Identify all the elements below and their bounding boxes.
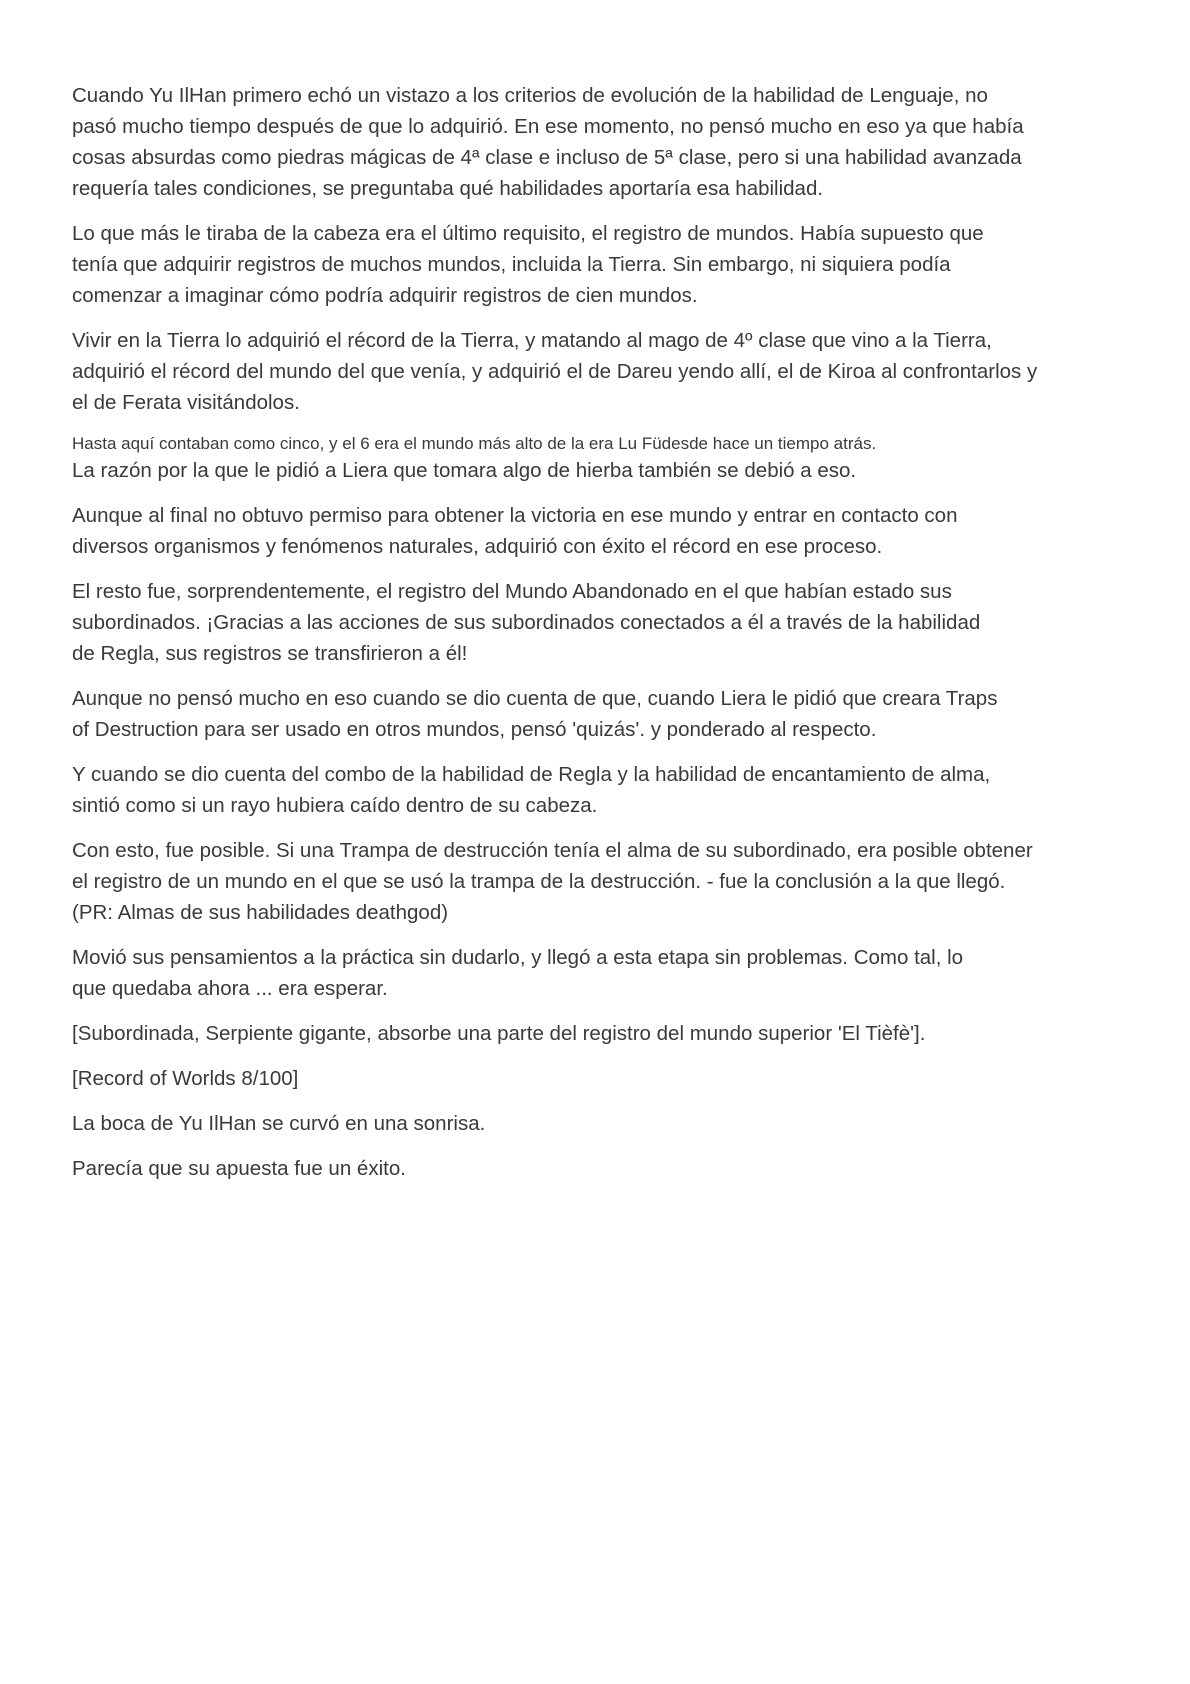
text-line: Vivir en la Tierra lo adquirió el récord de la Tierra, y matando al mago de 4º clase que vino a la Tierra,	[72, 329, 992, 352]
small-text-line: Hasta aquí contaban como cinco, y el 6 era el mundo más alto de la era Lu Füdesde hace un tiempo atrás.	[72, 434, 877, 453]
text-line: subordinados. ¡Gracias a las acciones de sus subordinados conectados a él a través de la habilidad	[72, 611, 981, 634]
text-line: el de Ferata visitándolos.	[72, 391, 300, 414]
text-line: comenzar a imaginar cómo podría adquirir registros de cien mundos.	[72, 284, 698, 307]
paragraph-11	[72, 1018, 1122, 1049]
document-page	[72, 80, 1122, 1198]
paragraph-1	[72, 80, 1122, 204]
text-line: sintió como si un rayo hubiera caído dentro de su cabeza.	[72, 794, 598, 817]
paragraph-9	[72, 835, 1122, 928]
text-line: tenía que adquirir registros de muchos mundos, incluida la Tierra. Sin embargo, ni siquiera podía	[72, 253, 951, 276]
text-line: of Destruction para ser usado en otros mundos, pensó 'quizás'. y ponderado al respecto.	[72, 718, 877, 741]
paragraph-4	[72, 432, 1122, 486]
paragraph-10	[72, 942, 1122, 1004]
text-line: La boca de Yu IlHan se curvó en una sonrisa.	[72, 1112, 486, 1135]
text-line: cosas absurdas como piedras mágicas de 4ª clase e incluso de 5ª clase, pero si una habilidad avanzada	[72, 146, 1022, 169]
text-line: Aunque al final no obtuvo permiso para obtener la victoria en ese mundo y entrar en contacto con	[72, 504, 958, 527]
system-message: [Record of Worlds 8/100]	[72, 1067, 299, 1090]
text-line: adquirió el récord del mundo del que venía, y adquirió el de Dareu yendo allí, el de Kiroa al confrontarlos y	[72, 360, 1038, 383]
text-line: Cuando Yu IlHan primero echó un vistazo a los criterios de evolución de la habilidad de Lenguaje, no	[72, 84, 988, 107]
text-line: pasó mucho tiempo después de que lo adquirió. En ese momento, no pensó mucho en eso ya que había	[72, 115, 1024, 138]
paragraph-2	[72, 218, 1122, 311]
text-line: Aunque no pensó mucho en eso cuando se dio cuenta de que, cuando Liera le pidió que creara Traps	[72, 687, 998, 710]
text-line: Con esto, fue posible. Si una Trampa de destrucción tenía el alma de su subordinado, era posible obtener	[72, 839, 1033, 862]
text-line: La razón por la que le pidió a Liera que tomara algo de hierba también se debió a eso.	[72, 459, 857, 482]
text-line: el registro de un mundo en el que se usó la trampa de la destrucción. - fue la conclusión a la que llegó.	[72, 870, 1006, 893]
text-line: Lo que más le tiraba de la cabeza era el último requisito, el registro de mundos. Había supuesto que	[72, 222, 984, 245]
paragraph-5	[72, 500, 1122, 562]
paragraph-3	[72, 325, 1122, 418]
text-line: (PR: Almas de sus habilidades deathgod)	[72, 901, 449, 924]
text-line: El resto fue, sorprendentemente, el registro del Mundo Abandonado en el que habían estado sus	[72, 580, 952, 603]
text-line: diversos organismos y fenómenos naturales, adquirió con éxito el récord en ese proceso.	[72, 535, 883, 558]
paragraph-12	[72, 1063, 1122, 1094]
text-line: requería tales condiciones, se preguntaba qué habilidades aportaría esa habilidad.	[72, 177, 824, 200]
paragraph-8	[72, 759, 1122, 821]
text-line: de Regla, sus registros se transfirieron a él!	[72, 642, 468, 665]
paragraph-7	[72, 683, 1122, 745]
paragraph-14	[72, 1153, 1122, 1184]
text-line: Parecía que su apuesta fue un éxito.	[72, 1157, 406, 1180]
text-line: Movió sus pensamientos a la práctica sin dudarlo, y llegó a esta etapa sin problemas. Como tal, lo	[72, 946, 964, 969]
paragraph-13	[72, 1108, 1122, 1139]
text-line: Y cuando se dio cuenta del combo de la habilidad de Regla y la habilidad de encantamiento de alma,	[72, 763, 991, 786]
system-message: [Subordinada, Serpiente gigante, absorbe una parte del registro del mundo superior 'El Tièfè'].	[72, 1022, 926, 1045]
paragraph-6	[72, 576, 1122, 669]
text-line: que quedaba ahora ... era esperar.	[72, 977, 388, 1000]
